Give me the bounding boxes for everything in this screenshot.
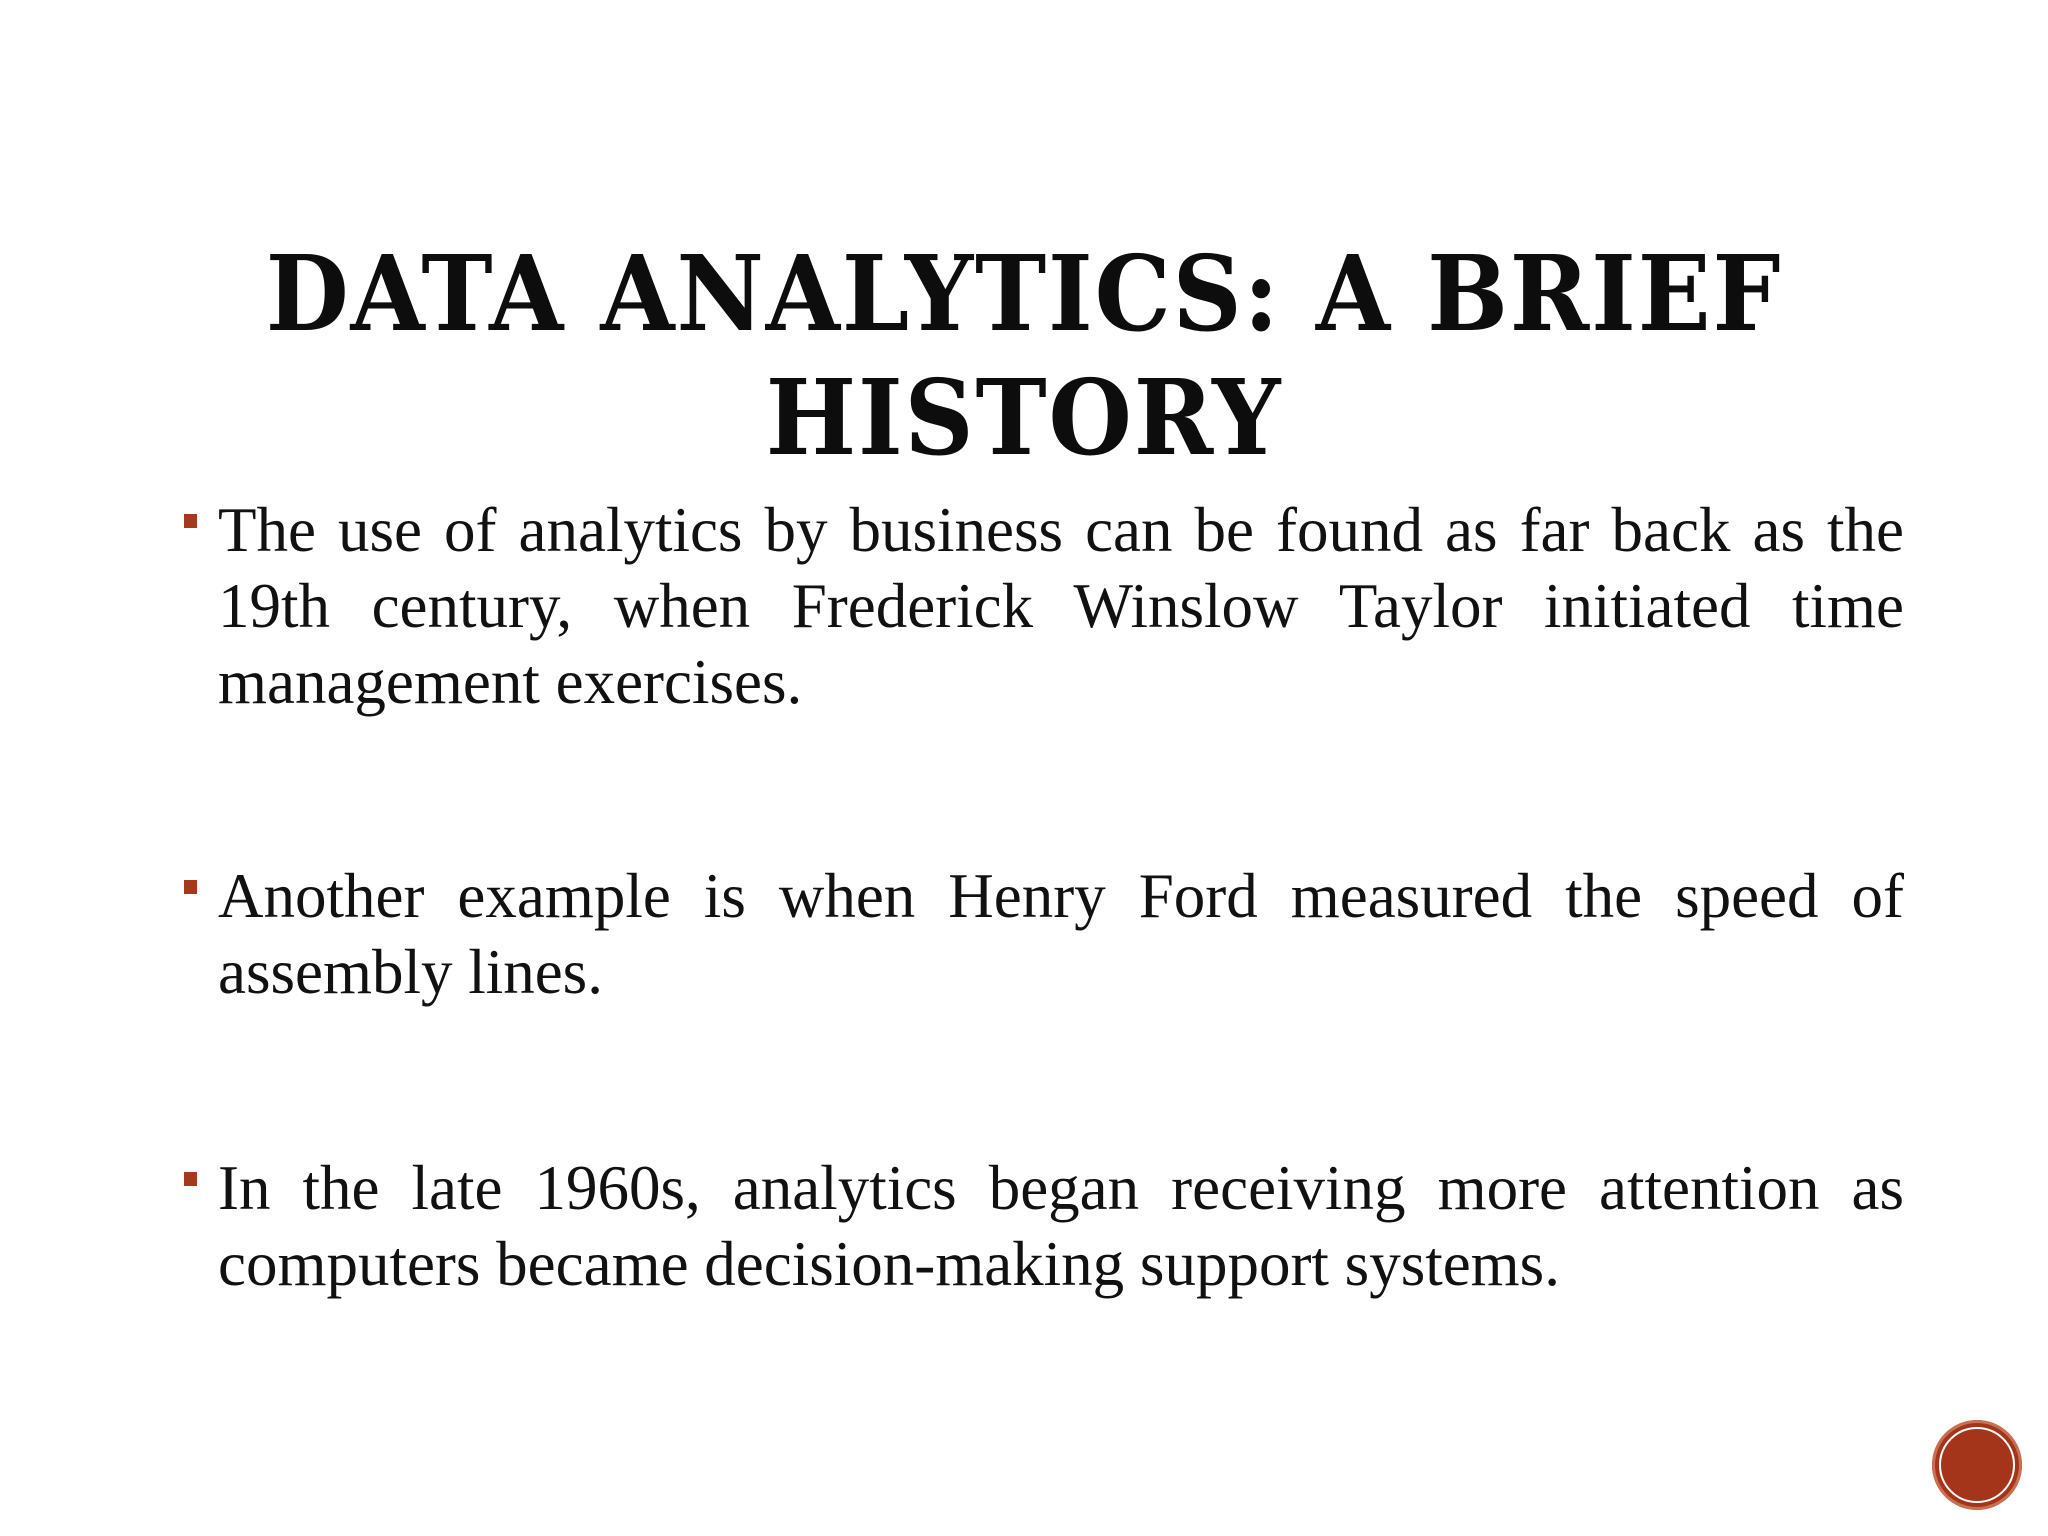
circle-badge-icon: [1932, 1420, 2022, 1510]
square-bullet-icon: [184, 514, 197, 528]
bullet-text: Another example is when Henry Ford measured the speed of assembly lines.: [218, 861, 1904, 1007]
square-bullet-icon: [184, 880, 197, 894]
square-bullet-icon: [184, 1172, 197, 1186]
bullet-text: The use of analytics by business can be found as far back as the 19th century, when Frederick Winslow Taylor initiated time management exercises.: [218, 495, 1904, 717]
badge-ring: [1939, 1427, 2015, 1503]
slide-title: DATA ANALYTICS: A BRIEF HISTORY: [265, 232, 1783, 479]
bullet-text: In the late 1960s, analytics began receiving more attention as computers became decision-making support systems.: [218, 1153, 1904, 1299]
bullet-item: [184, 858, 1904, 1010]
bullet-item: [184, 492, 1904, 720]
bullet-item: [184, 1150, 1904, 1302]
